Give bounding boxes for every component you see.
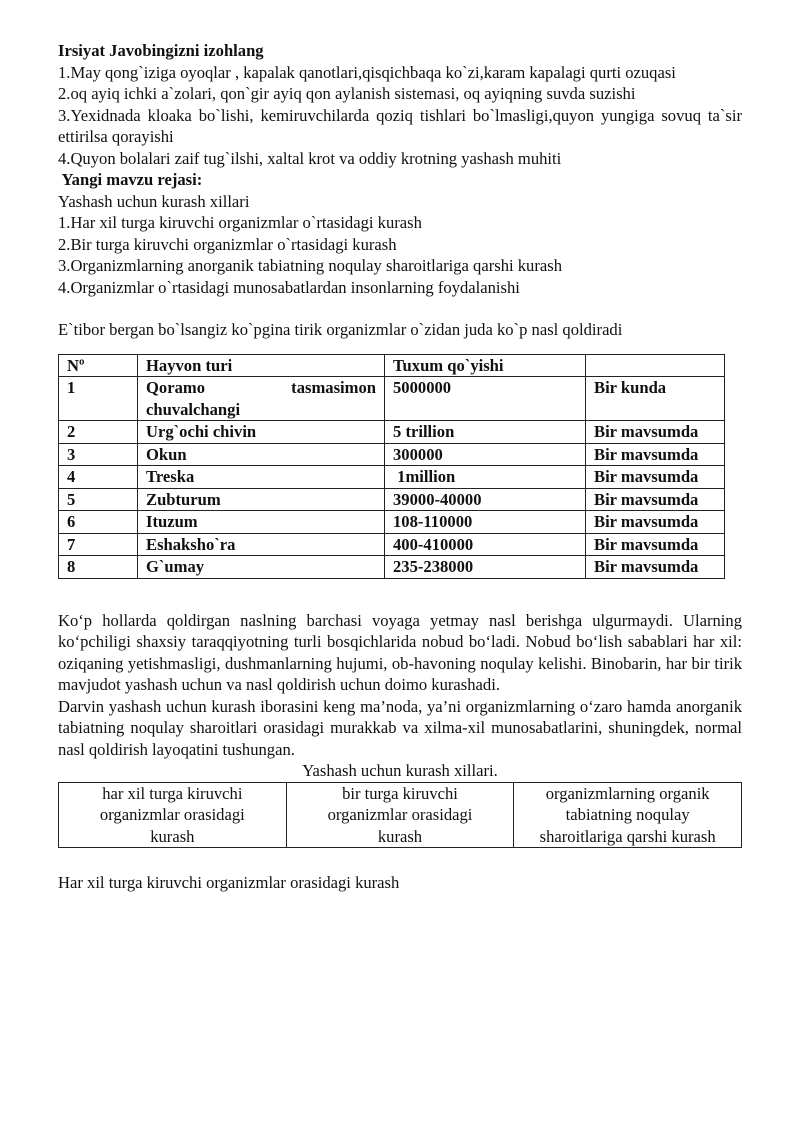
- cell-period: Bir mavsumda: [586, 556, 725, 579]
- cell-period: Bir mavsumda: [586, 488, 725, 511]
- table-row: [59, 556, 725, 579]
- cell-number: 7: [59, 533, 138, 556]
- cell-animal-word1: Qoramo: [146, 378, 205, 397]
- answer-3: 3.Yexidnada kloaka bo`lishi, kemiruvchilarda qoziq tishlari bo`lmasligi,quyon yungiga sovuq ta`sir ettirilsa qorayishi: [58, 105, 742, 146]
- cell-animal: Treska: [138, 466, 385, 489]
- cell-eggs: 400-410000: [385, 533, 586, 556]
- type-environmental: [514, 782, 742, 848]
- cell-eggs: 39000-40000: [385, 488, 586, 511]
- plan-title: Yangi mavzu rejasi:: [58, 170, 203, 189]
- type-line: organizmlar orasidagi: [327, 805, 473, 824]
- cell-animal: Ituzum: [138, 511, 385, 534]
- plan-subtitle: Yashash uchun kurash xillari: [58, 191, 250, 211]
- final-line: Har xil turga kiruvchi organizmlar orasidagi kurash: [58, 873, 400, 892]
- type-line: organizmlarning organik: [545, 783, 710, 803]
- answer-1: 1.May qong`iziga oyoqlar , kapalak qanotlari,qisqichbaqa ko`zi,karam kapalagi qurti ozuqasi: [58, 62, 676, 82]
- cell-period: Bir kunda: [586, 377, 725, 421]
- type-line: organizmlar orasidagi: [99, 805, 245, 824]
- answer-4: 4.Quyon bolalari zaif tug`ilshi, xaltal krot va oddiy krotning yashash muhiti: [58, 148, 562, 168]
- paragraph-survival: Ko‘p hollarda qoldirgan naslning barchasi voyaga yetmay nasl berishga ulgurmaydi. Ularning ko‘pchiligi shaxsiy taraqqiyotning turli bosqichlarida nobud bo‘ladi. Nobud bo‘lish sabablari har xil: oziqaning yetishmasligi, dushmanlarning hujumi, ob-havoning noqulay kelishi. Binobarin, har bir tirik mavjudot yashash uchun va nasl qoldirish uchun doimo kurashadi.: [58, 610, 742, 694]
- plan-item-1: 1.Har xil turga kiruvchi organizmlar o`rtasidagi kurash: [58, 213, 422, 232]
- type-line: har xil turga kiruvchi: [102, 783, 243, 803]
- cell-period: Bir mavsumda: [586, 511, 725, 534]
- cell-number: 6: [59, 511, 138, 534]
- section-heading: Irsiyat Javobingizni izohlang: [58, 41, 264, 60]
- plan-item-4: 4.Organizmlar o`rtasidagi munosabatlardan insonlarning foydalanishi: [58, 277, 520, 297]
- cell-animal: G`umay: [138, 556, 385, 579]
- table-row: [59, 466, 725, 489]
- types-caption: Yashash uchun kurash xillari.: [302, 761, 498, 780]
- answer-2: 2.oq ayiq ichki a`zolari, qon`gir ayiq qon aylanish sistemasi, oq ayiqning suvda suzishi: [58, 84, 636, 103]
- type-line: bir turga kiruvchi: [342, 783, 458, 803]
- table-row: [59, 443, 725, 466]
- cell-eggs: 300000: [385, 443, 586, 466]
- cell-animal-word2: tasmasimon: [291, 378, 376, 397]
- cell-period: Bir mavsumda: [586, 421, 725, 444]
- type-intraspecific: [286, 782, 514, 848]
- table-row: [59, 421, 725, 444]
- cell-number: 2: [59, 421, 138, 444]
- cell-number: 8: [59, 556, 138, 579]
- cell-number: 3: [59, 443, 138, 466]
- cell-eggs: 108-110000: [385, 511, 586, 534]
- cell-eggs: 1million: [385, 466, 586, 489]
- header-period: [586, 354, 725, 377]
- cell-period: Bir mavsumda: [586, 443, 725, 466]
- plan-item-2: 2.Bir turga kiruvchi organizmlar o`rtasidagi kurash: [58, 234, 397, 254]
- cell-animal: Zubturum: [138, 488, 385, 511]
- cell-eggs: 5000000: [385, 377, 586, 421]
- cell-period: Bir mavsumda: [586, 533, 725, 556]
- plan-item-3: 3.Organizmlarning anorganik tabiatning noqulay sharoitlariga qarshi kurash: [58, 256, 562, 275]
- table-row: [59, 511, 725, 534]
- cell-number: 4: [59, 466, 138, 489]
- type-line: kurash: [377, 826, 423, 846]
- table-row: [59, 488, 725, 511]
- table-row: [59, 377, 725, 421]
- type-line: sharoitlariga qarshi kurash: [539, 826, 716, 846]
- struggle-types-table: [58, 782, 742, 849]
- cell-animal-line2: chuvalchangi: [146, 399, 241, 419]
- cell-number: 1: [59, 377, 138, 421]
- table-row: [59, 533, 725, 556]
- type-interspecific: [59, 782, 287, 848]
- cell-animal: Eshaksho`ra: [138, 533, 385, 556]
- cell-period: Bir mavsumda: [586, 466, 725, 489]
- type-line: kurash: [150, 826, 195, 846]
- type-line: tabiatning noqulay: [565, 805, 690, 824]
- table-header-row: [59, 354, 725, 377]
- cell-animal: Okun: [138, 443, 385, 466]
- intro-sentence: E`tibor bergan bo`lsangiz ko`pgina tirik organizmlar o`zidan juda ko`p nasl qoldiradi: [58, 320, 623, 339]
- cell-eggs: 5 trillion: [385, 421, 586, 444]
- egg-laying-table: [58, 354, 725, 579]
- paragraph-darwin: Darvin yashash uchun kurash iborasini keng ma’noda, ya’ni organizmlarning o‘zaro hamda anorganik tabiatning noqulay sharoitlari orasidagi murakkab va xilma-xil munosabatlarini, shuningdek, normal nasl qoldirish layoqatini tushungan.: [58, 696, 742, 759]
- header-animal: Hayvon turi: [138, 354, 385, 377]
- cell-animal: Urg`ochi chivin: [138, 421, 385, 444]
- types-row: [59, 782, 742, 848]
- header-number: Nº: [59, 354, 138, 377]
- header-eggs: Tuxum qo`yishi: [385, 354, 586, 377]
- cell-eggs: 235-238000: [385, 556, 586, 579]
- cell-number: 5: [59, 488, 138, 511]
- cell-animal: [138, 377, 385, 421]
